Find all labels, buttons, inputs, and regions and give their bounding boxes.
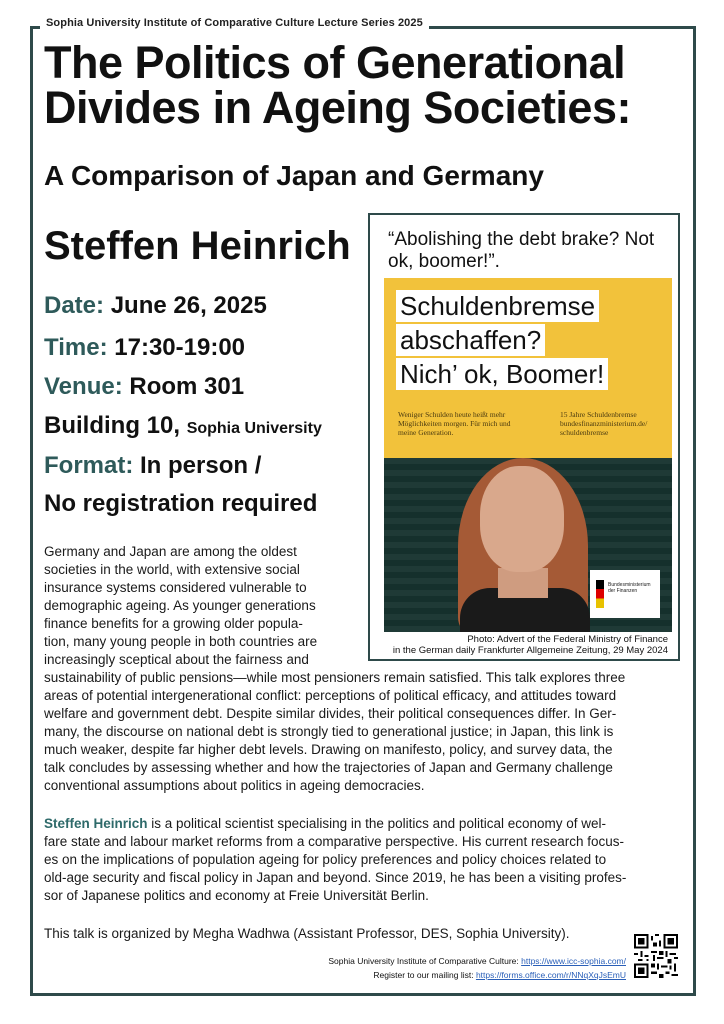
format-value: In person / bbox=[140, 452, 262, 479]
abstract-line: much weaker, despite far higher debt levels. Drawing on manifesto, policy, and survey data, the bbox=[44, 742, 613, 757]
venue-label: Venue: bbox=[44, 373, 123, 400]
lecture-series-label: Sophia University Institute of Comparative Culture Lecture Series 2025 bbox=[40, 17, 429, 29]
abstract-line: tion, many young people in both countries are bbox=[44, 634, 318, 649]
abstract-line: Germany and Japan are among the oldest bbox=[44, 544, 297, 559]
abstract-line: increasingly sceptical about the fairness and bbox=[44, 652, 309, 667]
caption-line-2: in the German daily Frankfurter Allgemeine Zeitung, 29 May 2024 bbox=[392, 645, 668, 656]
speaker-bio bbox=[44, 815, 684, 905]
caption-line-1: Photo: Advert of the Federal Ministry of Finance bbox=[467, 634, 668, 645]
building-value: Building 10, bbox=[44, 412, 181, 439]
abstract-line: areas of potential intergenerational conflict: perceptions of political efficacy, and attitudes toward bbox=[44, 688, 617, 703]
registration-note: No registration required bbox=[44, 490, 318, 517]
abstract-line: sustainability of public pensions—while most pensioners remain satisfied. This talk explores three bbox=[44, 670, 626, 685]
advert-headline-2: abschaffen? bbox=[396, 324, 545, 356]
advert-small-text-left: Weniger Schulden heute heißt mehr Möglichkeiten morgen. Für mich und meine Generation. bbox=[398, 410, 511, 437]
bio-line: fare state and labour market reforms from a comparative perspective. His current research focus- bbox=[44, 834, 624, 849]
icc-link[interactable]: https://www.icc-sophia.com/ bbox=[521, 956, 626, 966]
abstract-line: welfare and government debt. Despite similar divides, their political consequences differ. In Ger- bbox=[44, 706, 617, 721]
bio-speaker-name: Steffen Heinrich bbox=[44, 816, 148, 831]
speaker-name: Steffen Heinrich bbox=[44, 224, 351, 268]
organizer-note: This talk is organized by Megha Wadhwa (Assistant Professor, DES, Sophia University). bbox=[44, 926, 570, 941]
date-value: June 26, 2025 bbox=[110, 292, 267, 319]
date-label: Date: bbox=[44, 292, 105, 319]
abstract-line: finance benefits for a growing older popula- bbox=[44, 616, 303, 631]
abstract-wrapped bbox=[44, 543, 364, 669]
building-row bbox=[44, 412, 322, 440]
time-label: Time: bbox=[44, 334, 108, 361]
event-subtitle: A Comparison of Japan and Germany bbox=[44, 160, 544, 191]
photo-quote: “Abolishing the debt brake? Not ok, boomer!”. bbox=[388, 229, 655, 272]
venue-row bbox=[44, 373, 244, 401]
abstract-line: demographic ageing. As younger generations bbox=[44, 598, 316, 613]
abstract-line: conventional assumptions about politics in ageing democracies. bbox=[44, 778, 425, 793]
abstract-line: talk concludes by assessing whether and how the trajectories of Japan and Germany challenge bbox=[44, 760, 613, 775]
ministry-logo-text: Bundesministerium der Finanzen bbox=[608, 582, 651, 594]
abstract-full bbox=[44, 669, 684, 795]
abstract-line: insurance systems considered vulnerable to bbox=[44, 580, 307, 595]
university-name: Sophia University bbox=[186, 420, 322, 437]
flag-bar-icon bbox=[596, 580, 604, 608]
advert-small-text-right: 15 Jahre Schuldenbremse bundesfinanzministerium.de/ schuldenbremse bbox=[560, 410, 648, 437]
mailing-list-link[interactable]: https://forms.office.com/r/NNqXqJsEmU bbox=[475, 970, 626, 980]
bio-line: old-age security and fiscal policy in Japan and beyond. Since 2019, he has been a visiting profes- bbox=[44, 870, 627, 885]
bio-first-line: is a political scientist specialising in the politics and political economy of wel- bbox=[147, 816, 606, 831]
abstract-line: societies in the world, with extensive social bbox=[44, 562, 300, 577]
format-row bbox=[44, 452, 261, 480]
date-row bbox=[44, 292, 267, 320]
qr-code-icon[interactable] bbox=[634, 934, 678, 978]
advert-headline-3: Nich’ ok, Boomer! bbox=[396, 358, 608, 390]
bio-line: sor of Japanese politics and economy at Freie Universität Berlin. bbox=[44, 888, 429, 903]
photo-caption bbox=[372, 634, 668, 656]
advert-headline-1: Schuldenbremse bbox=[396, 290, 599, 322]
advert-image bbox=[384, 278, 672, 632]
footer-icc-label: Sophia University Institute of Comparative Culture: bbox=[328, 956, 522, 966]
event-title: The Politics of Generational Divides in Ageing Societies: bbox=[44, 37, 631, 133]
portrait-neck bbox=[498, 568, 548, 598]
time-row bbox=[44, 334, 245, 362]
footer-mailing bbox=[373, 970, 626, 980]
venue-value: Room 301 bbox=[129, 373, 245, 400]
footer-icc bbox=[328, 956, 626, 966]
portrait-face bbox=[480, 466, 564, 572]
format-label: Format: bbox=[44, 452, 134, 479]
ministry-logo bbox=[590, 570, 660, 618]
footer-mail-label: Register to our mailing list: bbox=[373, 970, 476, 980]
portrait-photo bbox=[384, 458, 672, 632]
photo-panel bbox=[368, 213, 680, 661]
bio-line: es on the implications of population ageing for policy preferences and policy choices related to bbox=[44, 852, 607, 867]
abstract-line: many, the discourse on national debt is strongly tied to generational justice; in Japan, this link is bbox=[44, 724, 614, 739]
time-value: 17:30-19:00 bbox=[114, 334, 246, 361]
bio-line bbox=[44, 815, 684, 833]
